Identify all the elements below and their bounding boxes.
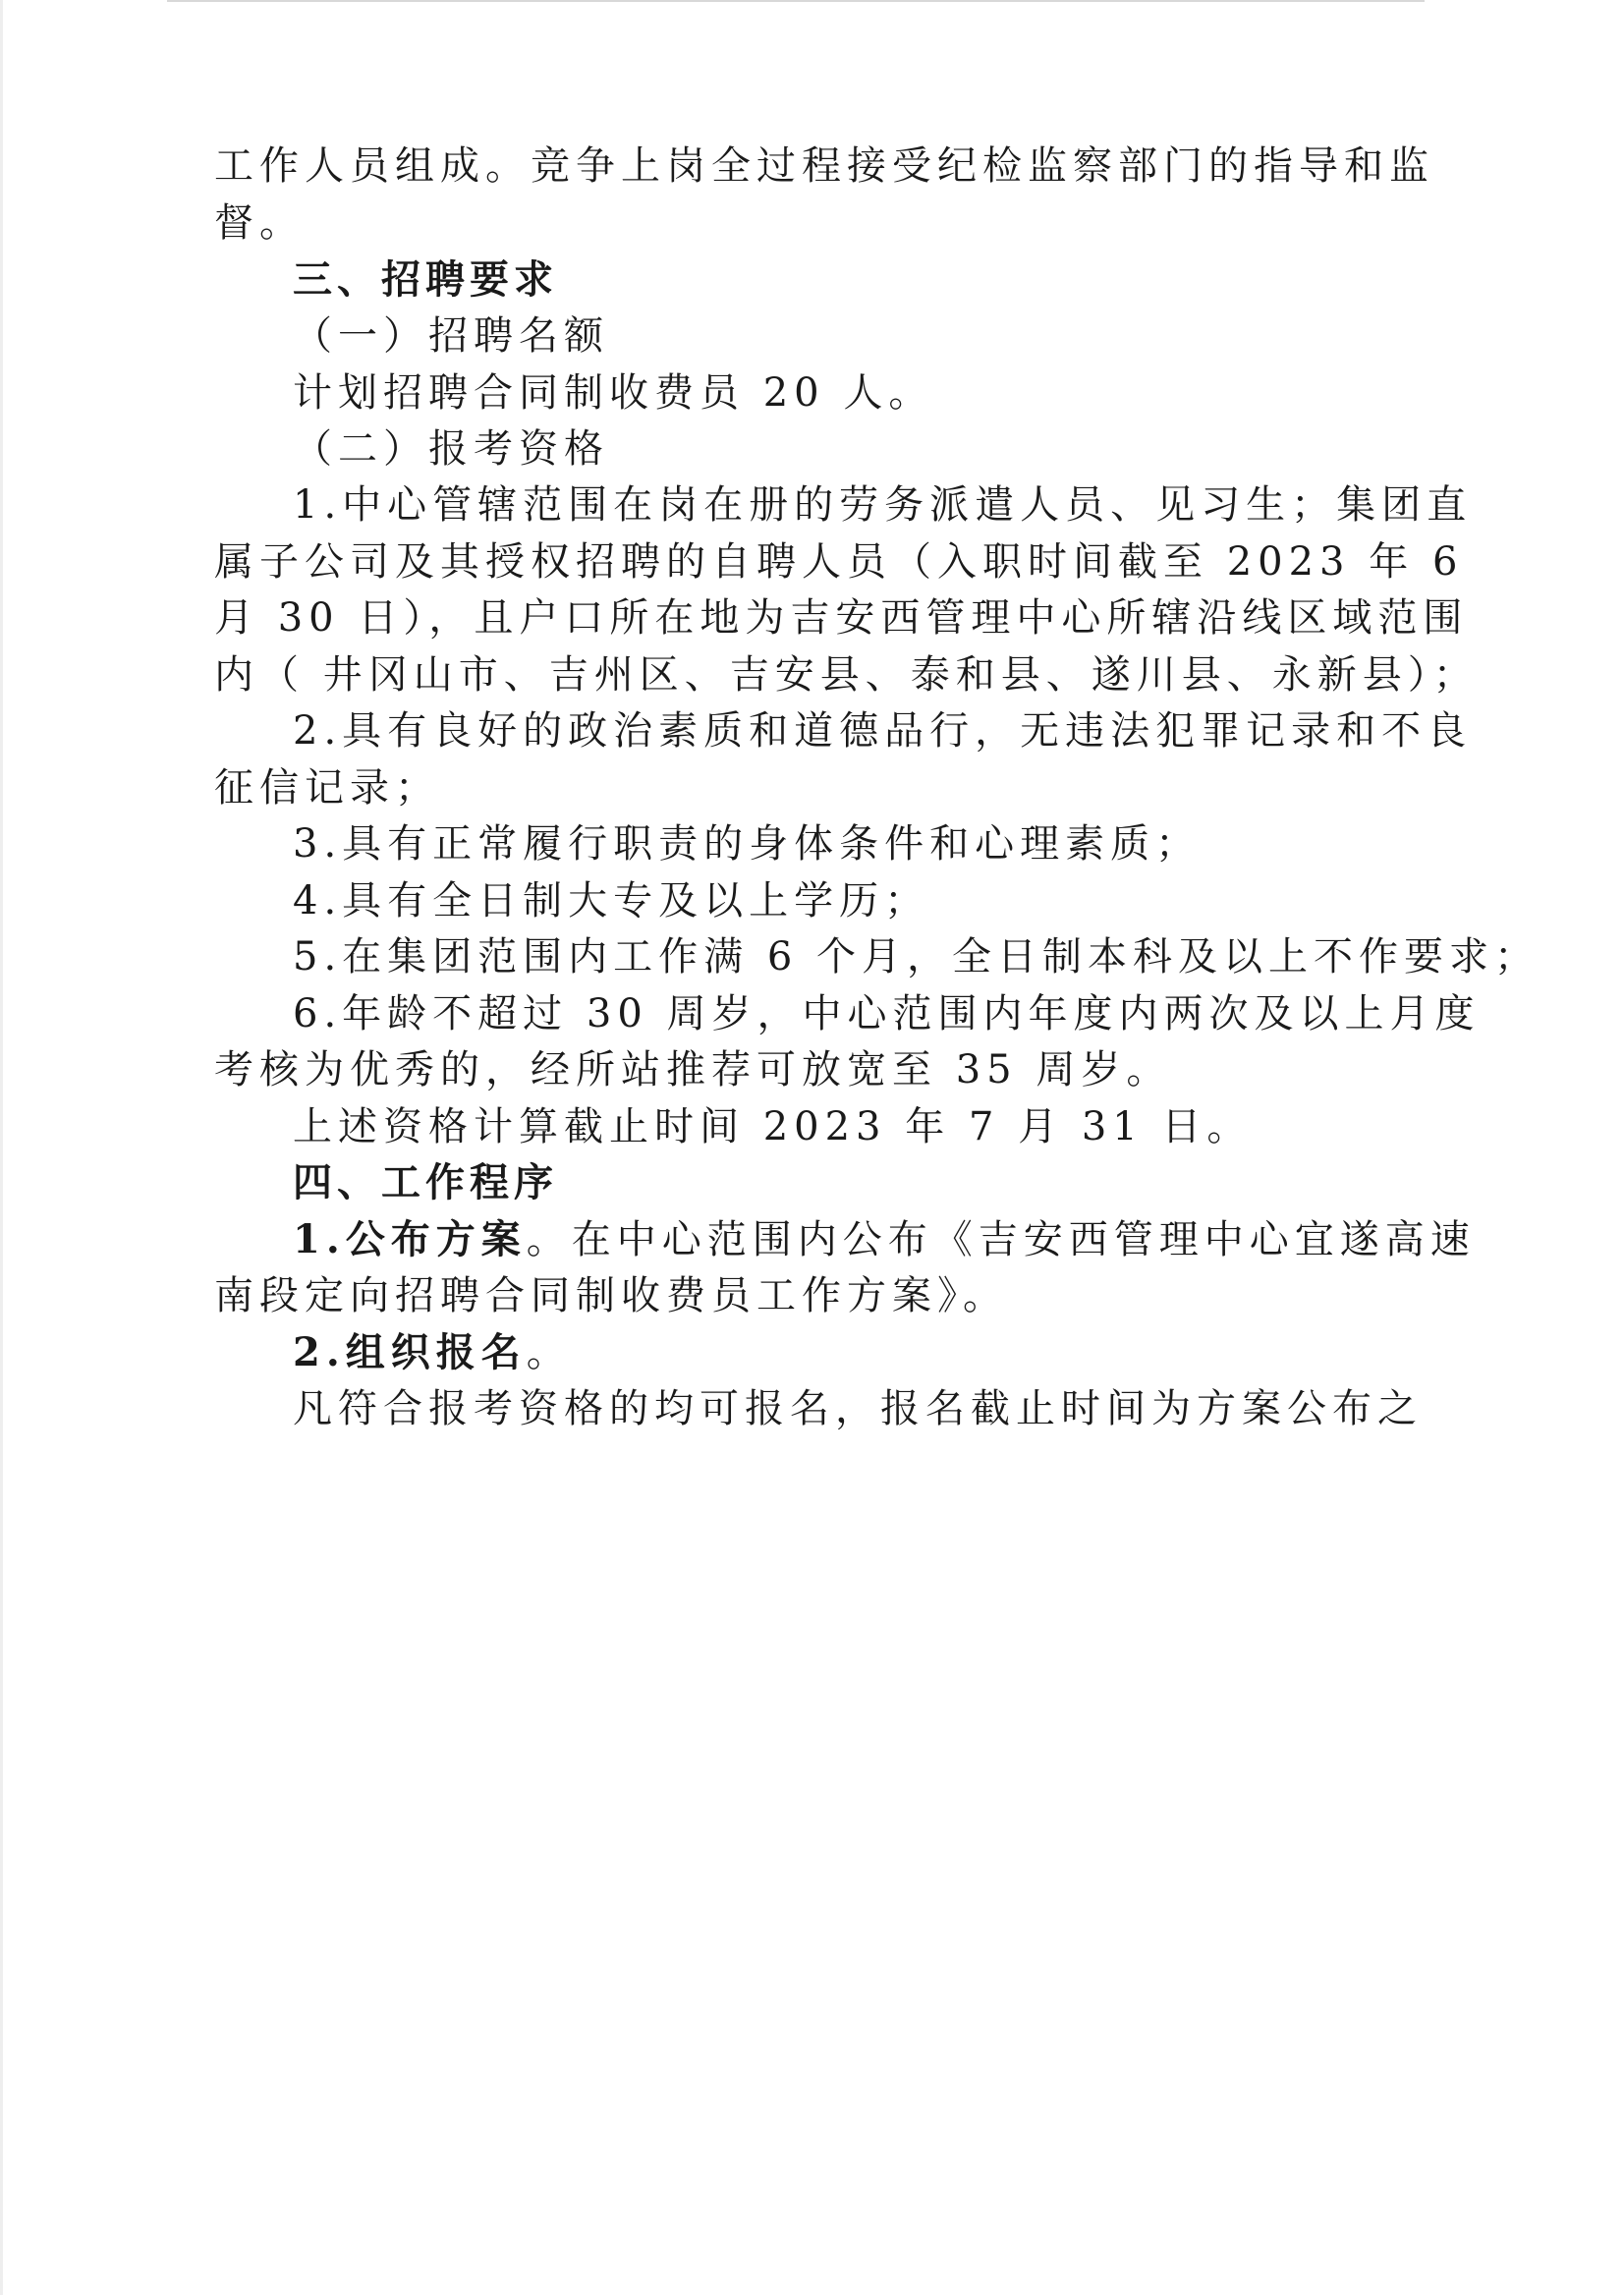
section-heading-3: 三、招聘要求 <box>293 257 558 303</box>
list-item-line: 5.在集团范围内工作满 6 个月，全日制本科及以上不作要求； <box>293 934 1540 980</box>
step-label: 2.组织报名 <box>293 1329 527 1375</box>
page-left-edge <box>0 0 3 2295</box>
list-item-line: 4.具有全日制大专及以上学历； <box>293 878 930 924</box>
list-item-line: 征信记录； <box>214 765 440 811</box>
list-item-line: 3.具有正常履行职责的身体条件和心理素质； <box>293 821 1202 867</box>
list-item-line: 2.具有良好的政治素质和道德品行，无违法犯罪记录和不良 <box>293 708 1473 754</box>
section-heading-4: 四、工作程序 <box>293 1160 558 1205</box>
procedure-step-line <box>293 1327 1383 1378</box>
list-item-line: 考核为优秀的，经所站推荐可放宽至 35 周岁。 <box>214 1047 1172 1092</box>
page-top-edge <box>167 0 1425 2</box>
step-label: 1.公布方案 <box>293 1216 527 1262</box>
list-item-line: 月 30 日），且户口所在地为吉安西管理中心所辖沿线区域范围 <box>214 595 1469 641</box>
procedure-step-line: 南段定向招聘合同制收费员工作方案》。 <box>214 1273 1008 1318</box>
paragraph-line: 督。 <box>214 200 305 246</box>
paragraph-line: 工作人员组成。竞争上岗全过程接受纪检监察部门的指导和监 <box>214 143 1434 189</box>
paragraph-line: 计划招聘合同制收费员 20 人。 <box>293 370 934 416</box>
paragraph-line: 上述资格计算截止时间 2023 年 7 月 31 日。 <box>293 1104 1253 1149</box>
procedure-step-line <box>293 1214 1476 1265</box>
list-item-line: 属子公司及其授权招聘的自聘人员（入职时间截至 2023 年 6 <box>214 539 1464 585</box>
list-item-line: 内（ 井冈山市、吉州区、吉安县、泰和县、遂川县、永新县）； <box>214 652 1479 698</box>
step-text: 。 <box>526 1330 572 1375</box>
subsection-heading: （一）招聘名额 <box>293 313 609 359</box>
step-text: 。在中心范围内公布《吉安西管理中心宜遂高速 <box>526 1217 1476 1262</box>
subsection-heading: （二）报考资格 <box>293 426 609 472</box>
list-item-line: 1.中心管辖范围在岗在册的劳务派遣人员、见习生；集团直 <box>293 482 1473 528</box>
list-item-line: 6.年龄不超过 30 周岁，中心范围内年度内两次及以上月度 <box>293 991 1481 1036</box>
paragraph-line: 凡符合报考资格的均可报名，报名截止时间为方案公布之 <box>293 1386 1423 1431</box>
